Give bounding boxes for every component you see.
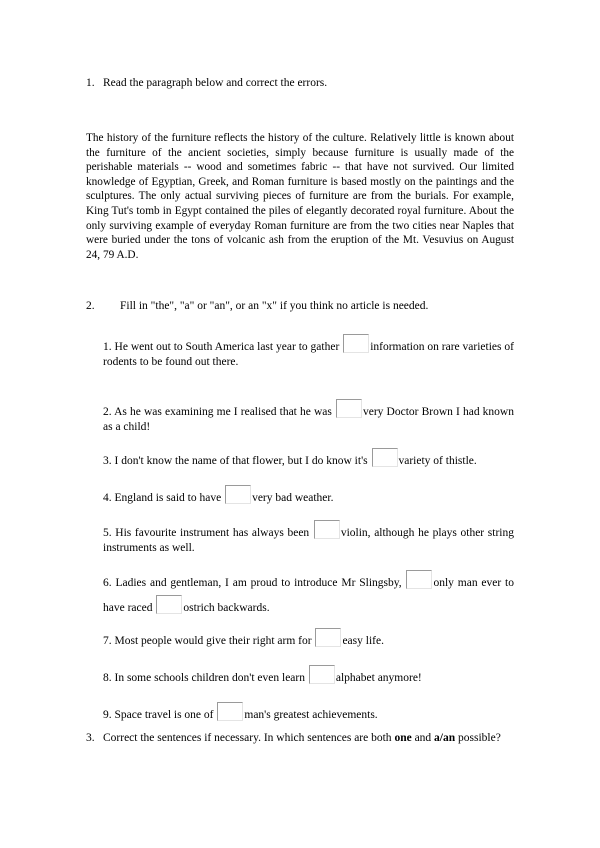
answer-blank[interactable] (343, 334, 369, 353)
exercise-item-2: 2. As he was examining me I realised that he was very Doctor Brown I had known as a child! (103, 399, 514, 435)
question-2-instruction (86, 299, 428, 314)
question-number: 3. (86, 732, 95, 744)
question-number: 2. (86, 300, 95, 312)
answer-blank[interactable] (406, 570, 432, 589)
exercise-item-1: 1. He went out to South America last year to gather information on rare varieties of rodents to be found out there. (103, 334, 514, 370)
instruction-text: Read the paragraph below and correct the errors. (103, 77, 328, 89)
exercise-item-4: 4. England is said to have very bad weather. (103, 485, 514, 506)
exercise-item-7: 7. Most people would give their right arm for easy life. (103, 628, 514, 649)
question-3-instruction: 3. Correct the sentences if necessary. In which sentences are both one and a/an possible? (86, 732, 501, 744)
exercise-item-6: 6. Ladies and gentleman, I am proud to introduce Mr Slingsby, only man ever to have raced ostrich backwards. (103, 570, 514, 620)
error-paragraph: The history of the furniture reflects the history of the culture. Relatively little is known about the furniture of the ancient societies, simply because furniture is usually made of the perishable materials -- wood and sometimes fabric -- that have not survived. Our limited knowledge of Egyptian, Greek, and Roman furniture is based mostly on the paintings and the sculptures. The only actual surviving pieces of furniture are from the burials. For example, King Tut's tomb in Egypt contained the piles of elegantly decorated royal furniture. About the only surviving example of everyday Roman furniture are from the two cities near Naples that were buried under the tons of volcanic ash from the eruption of the Mt. Vesuvius on August 24, 79 A.D. (86, 132, 514, 261)
question-1-instruction (86, 76, 327, 91)
question-number: 1. (86, 77, 95, 89)
answer-blank[interactable] (336, 399, 362, 418)
answer-blank[interactable] (156, 595, 182, 614)
answer-blank[interactable] (225, 485, 251, 504)
answer-blank[interactable] (309, 665, 335, 684)
instruction-text: Fill in "the", "a" or "an", or an "x" if you think no article is needed. (120, 300, 429, 312)
answer-blank[interactable] (372, 448, 398, 467)
exercise-item-9: 9. Space travel is one of man's greatest achievements. (103, 702, 514, 723)
answer-blank[interactable] (315, 628, 341, 647)
exercise-item-5: 5. His favourite instrument has always been violin, although he plays other string instruments as well. (103, 520, 514, 556)
answer-blank[interactable] (217, 702, 243, 721)
exercise-item-8: 8. In some schools children don't even learn alphabet anymore! (103, 665, 514, 686)
exercise-item-3: 3. I don't know the name of that flower, but I do know it's variety of thistle. (103, 448, 514, 469)
answer-blank[interactable] (314, 520, 340, 539)
